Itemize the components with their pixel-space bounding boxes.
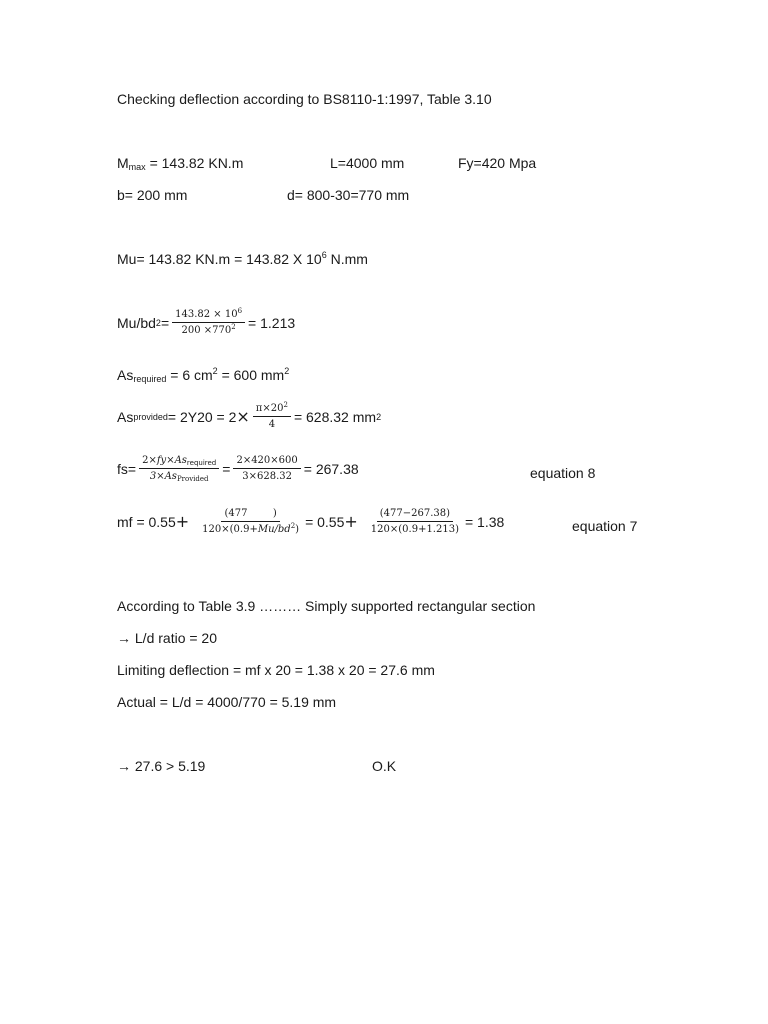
fs-line: fs= $\frac{2\times fy\times As_{required}}{3\times As_{Provided}}$ = $\frac{2\times 420\times 600}{3\times 628.32}$ = 267.38 <box>117 455 359 483</box>
heading: Checking deflection according to BS8110-1:1997, Table 3.10 <box>117 91 492 107</box>
mmax-value: $M_{max} = 143.82$ KN.m <box>117 155 244 172</box>
depth-value: d= 800-30=770 mm <box>287 187 410 203</box>
mf-fraction-numeric: $\frac{(477-267.38)}{120\times(0.9+1.213)}$ <box>370 508 459 535</box>
ok-result: O.K <box>372 758 397 774</box>
length-value: L=4000 mm <box>330 155 405 171</box>
fy-value: Fy=420 Mpa <box>458 155 537 171</box>
ratio-fraction: $\frac{143.82 \times 10^6}{200 \times 770^2}$ <box>172 308 245 337</box>
mf-fraction-symbolic: $\frac{(477 )}{120\times(0.9+Mu/bd^2)}$ <box>202 508 300 535</box>
as-provided-fraction: $\frac{\pi\times 20^2}{4}$ <box>253 402 291 431</box>
actual-deflection-line: Actual = L/d = 4000/770 = 5.19 mm <box>117 694 337 710</box>
width-value: b= 200 mm <box>117 187 188 203</box>
fs-fraction-numeric: $\frac{2\times 420\times 600}{3\times 628.32}$ <box>233 454 300 483</box>
ld-ratio-line: → L/d ratio = 20 <box>117 630 218 646</box>
fs-fraction-symbolic: $\frac{2\times fy\times As_{required}}{3\times As_{Provided}}$ <box>139 454 219 483</box>
mf-line: mf = 0.55 + $\frac{(477 )}{120\times(0.9+Mu/bd^2)}$ = 0.55 + $\frac{(477-267.38)}{120\times(0.9+1.213)}$ = 1.38 <box>117 508 505 535</box>
limiting-deflection-line: Limiting deflection = mf x 20 = 1.38 x 20 = 27.6 mm <box>117 662 435 678</box>
mu-line: Mu= 143.82 KN.m = 143.82 X $10^6$ N.mm <box>117 250 368 267</box>
equation-7-ref: equation 7 <box>572 518 638 534</box>
table-3-9-line: According to Table 3.9 ……… Simply supported rectangular section <box>117 598 536 614</box>
comparison-line: → 27.6 > 5.19 <box>117 758 206 774</box>
as-provided-line: As provided = 2Y20 = 2 × $\frac{\pi\times 20^2}{4}$ = 628.32 mm 2 <box>117 401 382 430</box>
equation-8-ref: equation 8 <box>530 465 596 481</box>
as-required-line: $As_{required} = 6$ $cm^2 = 600$ $mm^2$ <box>117 366 290 384</box>
mu-bd2-ratio: Mu/bd 2 = $\frac{143.82 \times 10^6}{200 \times 770^2}$ = 1.213 <box>117 307 296 336</box>
